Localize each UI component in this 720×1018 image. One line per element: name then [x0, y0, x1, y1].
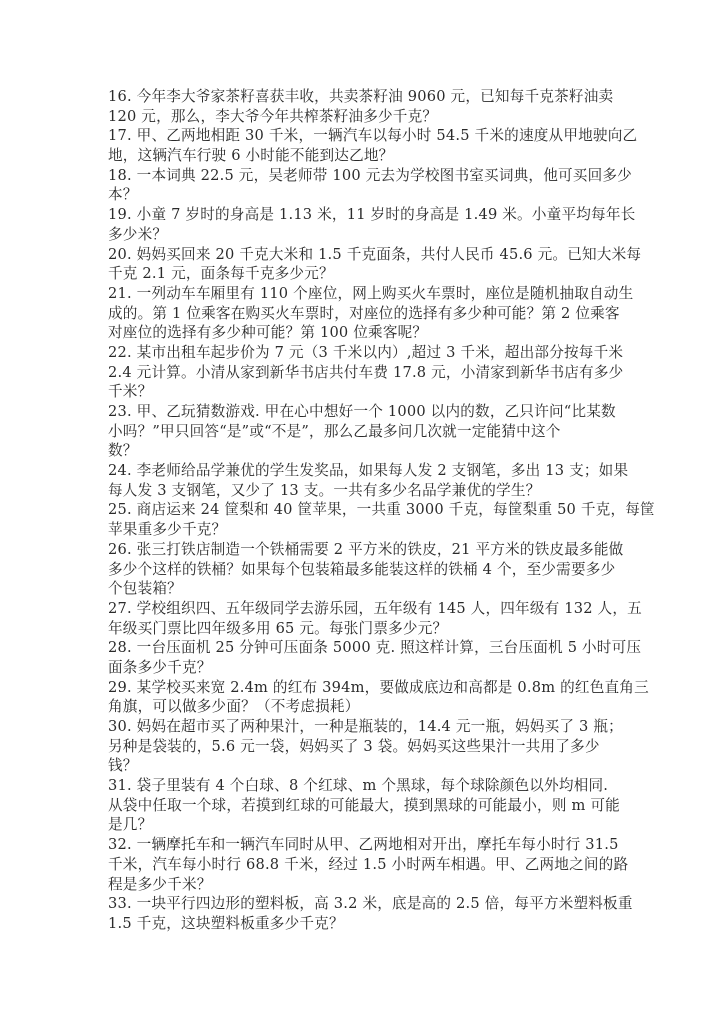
question-text-line: 120 元，那么，李大爷今年共榨茶籽油多少千克？ — [108, 107, 438, 125]
question-text-line: 26. 张三打铁店制造一个铁桶需要 2 平方米的铁皮，21 平方米的铁皮最多能做 — [108, 540, 624, 558]
question-text-line: 19. 小童 7 岁时的身高是 1.13 米，11 岁时的身高是 1.49 米。小童平均每年长 — [108, 206, 636, 224]
question-16 — [108, 87, 613, 126]
question-text-line: 1.5 千克，这块塑料板重多少千克？ — [108, 914, 344, 932]
question-text-line: 16. 今年李大爷家茶籽喜获丰收，共卖茶籽油 9060 元，已知每千克茶籽油卖 — [108, 88, 614, 105]
question-text-line: 多少个这样的铁桶？如果每个包装箱最多能装这样的铁桶 4 个，至少需要多少 — [108, 560, 616, 578]
question-27 — [108, 599, 642, 638]
question-text-line: 数？ — [108, 442, 138, 460]
question-text-line: 27. 学校组织四、五年级同学去游乐园，五年级有 145 人，四年级有 132 人，五 — [108, 599, 642, 617]
question-28 — [108, 638, 642, 677]
question-text-line: 角旗，可以做多少面？（不考虑损耗） — [108, 698, 360, 716]
question-text-line: 22. 某市出租车起步价为 7 元（3 千米以内）,超过 3 千米，超出部分按每千米 — [108, 343, 624, 361]
question-text-line: 29. 某学校买来宽 2.4m 的红布 394m，要做成底边和高都是 0.8m 的红色直角三 — [108, 678, 649, 696]
question-text-line: 25. 商店运来 24 筐梨和 40 筐苹果，一共重 3000 千克，每筐梨重 50 千克，每筐 — [108, 501, 655, 519]
question-text-line: 21. 一列动车车厢里有 110 个座位，网上购买火车票时，座位是随机抽取自动生 — [108, 284, 634, 302]
question-24 — [108, 461, 629, 500]
question-text-line: 24. 李老师给品学兼优的学生发奖品，如果每人发 2 支钢笔，多出 13 支；如果 — [108, 462, 629, 480]
question-text-line: 32. 一辆摩托车和一辆汽车同时从甲、乙两地相对开出，摩托车每小时行 31.5 — [108, 836, 619, 854]
question-text-line: 本？ — [108, 186, 138, 204]
question-text-line: 30. 妈妈在超市买了两种果汁，一种是瓶装的，14.4 元一瓶，妈妈买了 3 瓶； — [108, 718, 623, 735]
question-text-line: 千米？ — [108, 383, 153, 401]
question-text-line: 苹果重多少千克？ — [108, 521, 227, 539]
question-25 — [108, 500, 655, 539]
question-20 — [108, 245, 642, 284]
question-text-line: 成的。第 1 位乘客在购买火车票时，对座位的选择有多少种可能？第 2 位乘客 — [108, 304, 620, 322]
question-text-line: 18. 一本词典 22.5 元，吴老师带 100 元去为学校图书室买词典，他可买回多少 — [108, 166, 632, 184]
question-text-line: 另种是袋装的，5.6 元一袋，妈妈买了 3 袋。妈妈买这些果汁一共用了多少 — [108, 737, 600, 755]
question-31 — [108, 776, 620, 835]
question-text-line: 个包装箱？ — [108, 580, 182, 598]
question-text-line: 面条多少千克？ — [108, 658, 212, 676]
question-22 — [108, 343, 624, 402]
question-text-line: 多少米？ — [108, 225, 168, 243]
question-26 — [108, 540, 624, 599]
question-text-line: 程是多少千米？ — [108, 875, 212, 893]
question-21 — [108, 284, 634, 343]
question-19 — [108, 205, 636, 244]
question-text-line: 17. 甲、乙两地相距 30 千米，一辆汽车以每小时 54.5 千米的速度从甲地驶向乙 — [108, 127, 638, 145]
question-30 — [108, 717, 623, 776]
question-text-line: 31. 袋子里装有 4 个白球、8 个红球、m 个黑球，每个球除颜色以外均相同. — [108, 777, 609, 795]
question-text-line: 每人发 3 支钢笔，又少了 13 支。一共有多少名品学兼优的学生？ — [108, 481, 541, 499]
question-text-line: 千米，汽车每小时行 68.8 千米，经过 1.5 小时两车相遇。甲、乙两地之间的路 — [108, 855, 629, 873]
question-text-line: 钱？ — [108, 757, 138, 775]
question-text-line: 小吗？”甲只回答“是”或“不是”，那么乙最多问几次就一定能猜中这个 — [108, 422, 561, 440]
document-page — [108, 87, 655, 934]
question-text-line: 是几？ — [108, 816, 153, 834]
question-text-line: 2.4 元计算。小清从家到新华书店共付车费 17.8 元，小清家到新华书店有多少 — [108, 363, 624, 381]
question-18 — [108, 166, 632, 205]
question-text-line: 地，这辆汽车行驶 6 小时能不能到达乙地？ — [108, 147, 394, 165]
question-text-line: 对座位的选择有多少种可能？第 100 位乘客呢？ — [108, 324, 428, 342]
question-23 — [108, 402, 616, 461]
question-17 — [108, 126, 638, 165]
question-text-line: 年级买门票比四年级多用 65 元。每张门票多少元？ — [108, 619, 448, 637]
question-29 — [108, 678, 649, 717]
question-text-line: 20. 妈妈买回来 20 千克大米和 1.5 千克面条，共付人民币 45.6 元。已知大米每 — [108, 245, 642, 263]
question-text-line: 33. 一块平行四边形的塑料板，高 3.2 米，底是高的 2.5 倍，每平方米塑料板重 — [108, 895, 633, 913]
question-text-line: 28. 一台压面机 25 分钟可压面条 5000 克. 照这样计算，三台压面机 5 小时可压 — [108, 639, 642, 657]
question-text-line: 千克 2.1 元，面条每千克多少元？ — [108, 265, 334, 283]
question-text-line: 23. 甲、乙玩猜数游戏. 甲在心中想好一个 1000 以内的数，乙只许问“比某数 — [108, 403, 616, 420]
question-33 — [108, 894, 633, 933]
question-text-line: 从袋中任取一个球，若摸到红球的可能最大，摸到黑球的可能最小，则 m 可能 — [108, 796, 620, 814]
question-32 — [108, 835, 629, 894]
